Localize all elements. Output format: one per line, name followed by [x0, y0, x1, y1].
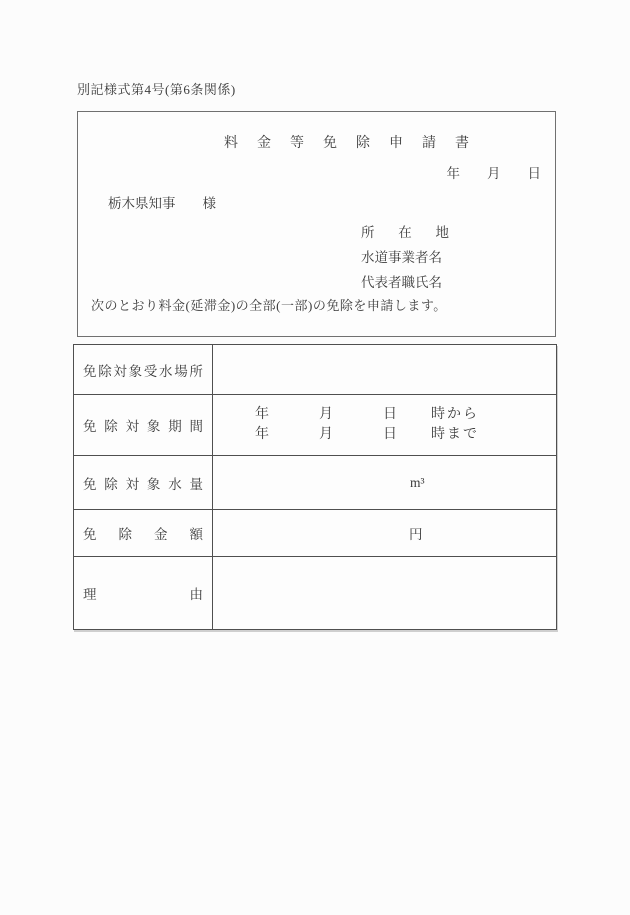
form-title: 料金等免除申請書 [224, 136, 488, 151]
volume-unit-label: m³ [410, 474, 425, 490]
applicant-info-block [361, 220, 449, 295]
row-value-amount [213, 510, 556, 556]
representative-label: 代表者職氏名 [361, 275, 442, 290]
row-label-text: 免 除 対 象 期 間 [83, 419, 203, 434]
row-label-reason [74, 557, 213, 629]
form-reference-label: 別記様式第4号(第6条関係) [77, 82, 236, 97]
table-row-reason [74, 557, 556, 629]
exemption-table [73, 344, 557, 630]
date-line: 年 月 日 [446, 166, 541, 181]
application-statement: 次のとおり料金(延滞金)の全部(一部)の免除を申請します。 [91, 298, 447, 313]
addressee-line: 栃木県知事 様 [108, 196, 216, 211]
row-value-period [213, 395, 556, 455]
amount-unit-label: 円 [409, 527, 423, 542]
row-value-reason [213, 557, 556, 629]
operator-name-label: 水道事業者名 [361, 250, 442, 265]
row-label-text: 免 除 対 象 受 水 場 所 [83, 363, 203, 379]
row-label-volume [74, 456, 213, 509]
table-row-water-location [74, 345, 556, 395]
period-to-line: 年 月 日 時まで [255, 427, 479, 442]
row-label-text: 免 除 金 額 [83, 527, 203, 542]
row-value-water-location [213, 345, 556, 394]
table-row-amount [74, 510, 556, 557]
row-label-water-location [74, 345, 213, 394]
table-row-period [74, 395, 556, 456]
row-label-amount [74, 510, 213, 556]
application-header-box [77, 111, 556, 337]
address-label: 所 在 地 [361, 225, 449, 240]
row-label-text: 理 由 [83, 587, 203, 602]
row-label-period [74, 395, 213, 455]
row-value-volume [213, 456, 556, 509]
table-row-volume [74, 456, 556, 510]
row-label-text: 免 除 対 象 水 量 [83, 476, 203, 492]
period-from-line: 年 月 日 時から [255, 407, 479, 422]
